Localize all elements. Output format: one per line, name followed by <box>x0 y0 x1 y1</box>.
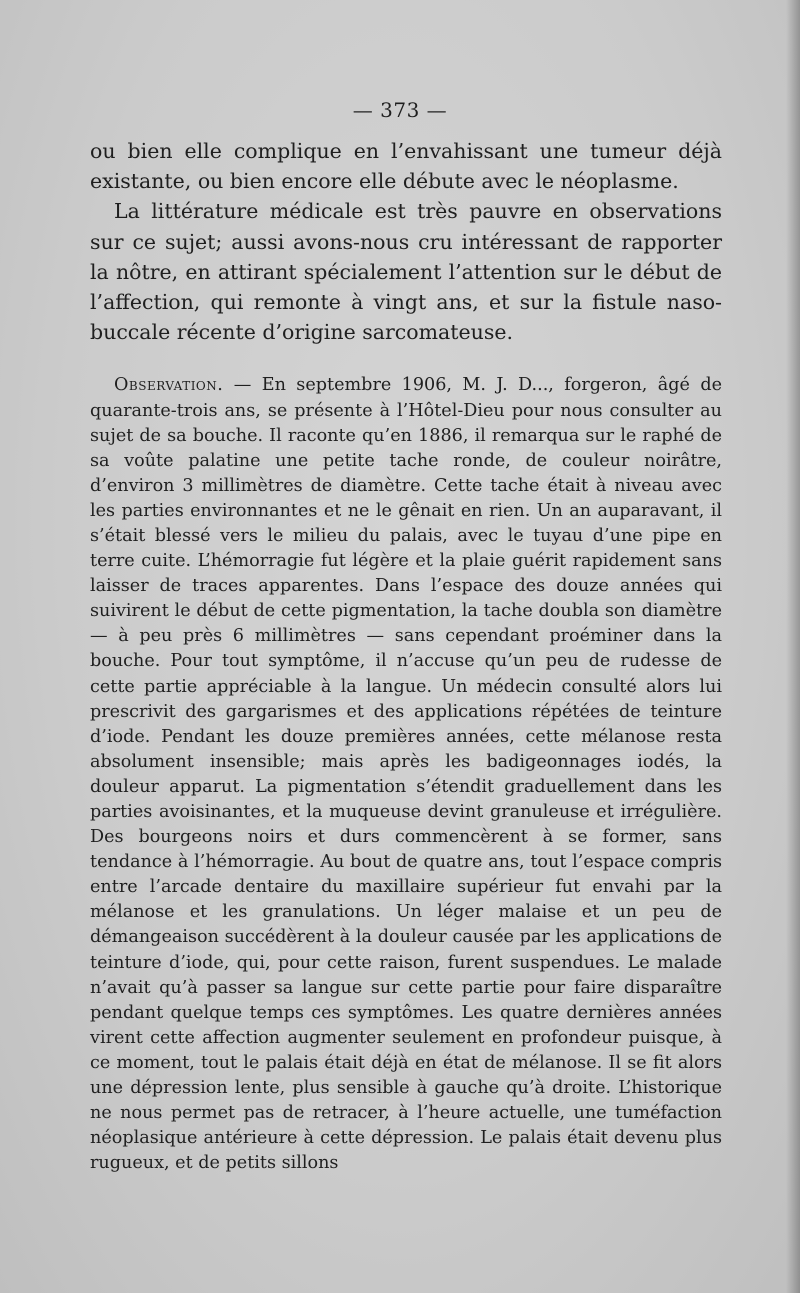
paragraph-literature: La littérature médicale est très pauvre en observations sur ce sujet; aussi avons-nous cru intéressant de rapporter la nôtre, en attirant spécialement l’attention sur le début de l’affection, qui remonte à vingt ans, et sur la fistule naso-buccale récente d’origine sarcomateuse. <box>90 199 722 345</box>
page-number: — 373 — <box>352 98 448 122</box>
page-body <box>90 136 722 1194</box>
observation-text: En septembre 1906, M. J. D..., forgeron, âgé de quarante-trois ans, se présente à l’Hôtel-Dieu pour nous consulter au sujet de sa bouche. Il raconte qu’en 1886, il remarqua sur le raphé de sa voûte palatine une petite tache ronde, de couleur noirâtre, d’environ 3 millimètres de diamètre. Cette tache était à niveau avec les parties environnantes et ne le gênait en rien. Un an auparavant, il s’était blessé vers le milieu du palais, avec le tuyau d’une pipe en terre cuite. L’hémorragie fut légère et la plaie guérit rapidement sans laisser de traces apparentes. Dans l’espace des douze années qui suivirent le début de cette pigmentation, la tache doubla son diamètre — à peu près 6 millimètres — sans cependant proéminer dans la bouche. Pour tout symptôme, il n’accuse qu’un peu de rudesse de cette partie appréciable à la langue. Un médecin consulté alors lui prescrivit des gargarismes et des applications répétées de teinture d’iode. Pendant les douze premières années, cette mélanose resta absolument insensible; mais après les badigeonnages iodés, la douleur apparut. La pigmentation s’étendit graduellement dans les parties avoisinantes, et la muqueuse devint granuleuse et irrégulière. Des bourgeons noirs et durs commencèrent à se former, sans tendance à l’hémorragie. Au bout de quatre ans, tout l’espace compris entre l’arcade dentaire du maxillaire supérieur fut envahi par la mélanose et les granulations. Un léger malaise et un peu de démangeaison succédèrent à la douleur causée par les applications de teinture d’iode, qui, pour cette raison, furent suspendues. Le malade n’avait qu’à passer sa langue sur cette partie pour faire disparaître pendant quelque temps ces symptômes. Les quatre dernières années virent cette affection augmenter seulement en profondeur puisque, à ce moment, tout le palais était déjà en état de mélanose. Il se fit alors une dépression lente, plus sensible à gauche qu’à droite. L’historique ne nous permet pas de retracer, à l’heure actuelle, une tuméfaction néoplasique antérieure à cette dépression. Le palais était devenu plus rugueux, et de petits sillons <box>90 375 722 1174</box>
lead-paragraphs <box>90 136 722 347</box>
page-edge-shadow <box>786 0 800 1293</box>
observation-heading: Observation. <box>114 375 224 396</box>
observation-dash: — <box>223 375 262 396</box>
paragraph-continuation: ou bien elle complique en l’envahissant une tumeur déjà existante, ou bien encore elle débute avec le néoplasme. <box>90 139 722 194</box>
observation-paragraph <box>90 373 722 1176</box>
